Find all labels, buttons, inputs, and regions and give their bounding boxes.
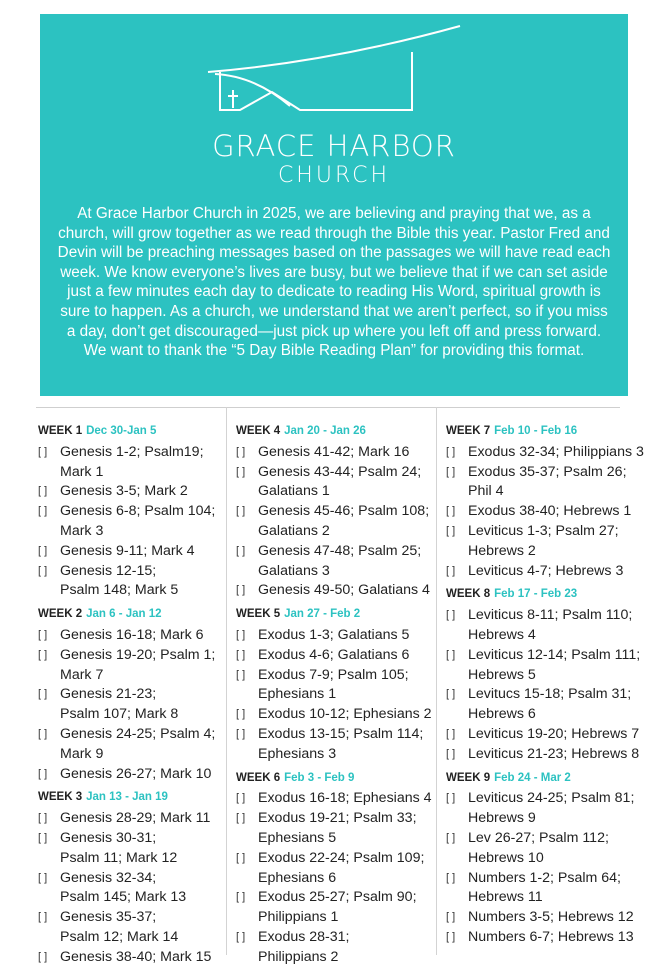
week-heading: WEEK 8 Feb 17 - Feb 23 [446, 588, 578, 601]
checkbox[interactable]: [ ] [38, 871, 48, 884]
checkbox[interactable]: [ ] [38, 485, 48, 498]
reading-item[interactable]: [ ] Exodus 7-9; Psalm 105; Ephesians 1 [236, 666, 409, 703]
checkbox[interactable]: [ ] [236, 584, 246, 597]
reading-item[interactable]: [ ] Exodus 1-3; Galatians 5 [236, 626, 436, 646]
column-divider [436, 407, 437, 955]
checkbox[interactable]: [ ] [446, 831, 456, 844]
checkbox[interactable]: [ ] [236, 812, 246, 825]
reading-column-1 [38, 422, 238, 968]
header-banner [40, 14, 628, 396]
checkbox[interactable]: [ ] [446, 648, 456, 661]
checkbox[interactable]: [ ] [38, 767, 48, 780]
reading-item[interactable]: [ ] Exodus 16-18; Ephesians 4 [236, 789, 436, 809]
reading-item[interactable]: [ ] Exodus 10-12; Ephesians 2 [236, 705, 436, 725]
reading-item[interactable]: [ ] Genesis 19-20; Psalm 1; Mark 7 [38, 646, 216, 683]
checkbox[interactable]: [ ] [236, 465, 246, 478]
checkbox[interactable]: [ ] [38, 831, 48, 844]
reading-item[interactable]: [ ] Genesis 49-50; Galatians 4 [236, 581, 436, 601]
week-heading: WEEK 5 Jan 27 - Feb 2 [236, 608, 361, 621]
checkbox[interactable]: [ ] [38, 505, 48, 518]
reading-item[interactable]: [ ] Numbers 6-7; Hebrews 13 [446, 928, 646, 948]
checkbox[interactable]: [ ] [38, 950, 48, 963]
checkbox[interactable]: [ ] [38, 564, 48, 577]
checkbox[interactable]: [ ] [38, 648, 48, 661]
reading-item[interactable]: [ ] Exodus 38-40; Hebrews 1 [446, 502, 646, 522]
reading-item[interactable]: [ ] Genesis 26-27; Mark 10 [38, 765, 238, 785]
week-heading: WEEK 2 Jan 6 - Jan 12 [38, 608, 162, 621]
week-heading: WEEK 9 Feb 24 - Mar 2 [446, 771, 571, 784]
checkbox[interactable]: [ ] [446, 911, 456, 924]
reading-item[interactable]: [ ] Levitucs 15-18; Psalm 31; Hebrews 6 [446, 686, 632, 723]
reading-item[interactable]: [ ] Exodus 13-15; Psalm 114; Ephesians 3 [236, 725, 424, 762]
reading-item[interactable]: [ ] Genesis 30-31; Psalm 11; Mark 12 [38, 829, 178, 866]
reading-item[interactable]: [ ] Exodus 28-31; Philippians 2 [236, 928, 350, 965]
checkbox[interactable]: [ ] [236, 792, 246, 805]
church-name-subtitle: CHURCH [277, 163, 391, 188]
church-name: GRACE HARBOR [212, 129, 456, 163]
checkbox[interactable]: [ ] [38, 628, 48, 641]
reading-item[interactable]: [ ] Genesis 12-15; Psalm 148; Mark 5 [38, 562, 179, 599]
reading-item[interactable]: [ ] Genesis 38-40; Mark 15 [38, 948, 238, 968]
reading-item[interactable]: [ ] Exodus 32-34; Philippians 3 [446, 443, 646, 463]
checkbox[interactable]: [ ] [446, 564, 456, 577]
checkbox[interactable]: [ ] [236, 930, 246, 943]
reading-item[interactable]: [ ] Genesis 28-29; Mark 11 [38, 809, 238, 829]
reading-item[interactable]: [ ] Genesis 47-48; Psalm 25; Galatians 3 [236, 542, 422, 579]
checkbox[interactable]: [ ] [236, 505, 246, 518]
reading-item[interactable]: [ ] Genesis 32-34; Psalm 145; Mark 13 [38, 869, 187, 906]
reading-item[interactable]: [ ] Exodus 19-21; Psalm 33; Ephesians 5 [236, 810, 417, 846]
checkbox[interactable]: [ ] [446, 445, 456, 458]
checkbox[interactable]: [ ] [446, 505, 456, 518]
reading-item[interactable]: [ ] Genesis 21-23; Psalm 107; Mark 8 [38, 686, 179, 723]
checkbox[interactable]: [ ] [236, 891, 246, 904]
checkbox[interactable]: [ ] [38, 688, 48, 701]
reading-item[interactable]: [ ] Numbers 1-2; Psalm 64; Hebrews 11 [446, 869, 621, 906]
checkbox[interactable]: [ ] [236, 668, 246, 681]
checkbox[interactable]: [ ] [236, 851, 246, 864]
reading-item[interactable]: [ ] Lev 26-27; Psalm 112; Hebrews 10 [446, 829, 609, 866]
checkbox[interactable]: [ ] [236, 648, 246, 661]
reading-item[interactable]: [ ] Genesis 16-18; Mark 6 [38, 626, 238, 646]
checkbox[interactable]: [ ] [446, 930, 456, 943]
reading-item[interactable]: [ ] Genesis 9-11; Mark 4 [38, 542, 238, 562]
checkbox[interactable]: [ ] [446, 727, 456, 740]
reading-item[interactable]: [ ] Genesis 1-2; Psalm19; Mark 1 [38, 443, 204, 480]
reading-item[interactable]: [ ] Genesis 24-25; Psalm 4; Mark 9 [38, 725, 216, 762]
reading-item[interactable]: [ ] Genesis 41-42; Mark 16 [236, 443, 436, 463]
checkbox[interactable]: [ ] [236, 708, 246, 721]
checkbox[interactable]: [ ] [446, 792, 456, 805]
checkbox[interactable]: [ ] [446, 747, 456, 760]
checkbox[interactable]: [ ] [236, 628, 246, 641]
reading-column-2 [236, 422, 436, 968]
checkbox[interactable]: [ ] [38, 911, 48, 924]
reading-item[interactable]: [ ] Leviticus 8-11; Psalm 110; Hebrews 4 [446, 607, 633, 643]
reading-item[interactable]: [ ] Genesis 45-46; Psalm 108; Galatians 2 [236, 503, 430, 539]
reading-item[interactable]: [ ] Exodus 35-37; Psalm 26; Phil 4 [446, 463, 627, 500]
checkbox[interactable]: [ ] [38, 544, 48, 557]
reading-item[interactable]: [ ] Genesis 43-44; Psalm 24; Galatians 1 [236, 463, 422, 500]
week-heading: WEEK 3 Jan 13 - Jan 19 [38, 791, 168, 804]
reading-item[interactable]: [ ] Leviticus 4-7; Hebrews 3 [446, 562, 646, 582]
checkbox[interactable]: [ ] [446, 524, 456, 537]
checkbox[interactable]: [ ] [446, 688, 456, 701]
reading-item[interactable]: [ ] Leviticus 19-20; Hebrews 7 [446, 725, 646, 745]
reading-item[interactable]: [ ] Exodus 22-24; Psalm 109; Ephesians 6 [236, 849, 425, 886]
week-heading: WEEK 1 Dec 30-Jan 5 [38, 425, 157, 437]
checkbox[interactable]: [ ] [236, 445, 246, 458]
reading-item[interactable]: [ ] Exodus 4-6; Galatians 6 [236, 646, 436, 666]
checkbox[interactable]: [ ] [236, 727, 246, 740]
week-heading: WEEK 7 Feb 10 - Feb 16 [446, 425, 578, 437]
week-heading: WEEK 4 Jan 20 - Jan 26 [236, 425, 366, 437]
reading-item[interactable]: [ ] Genesis 6-8; Psalm 104; Mark 3 [38, 503, 216, 539]
week-heading: WEEK 6 Feb 3 - Feb 9 [236, 771, 355, 784]
checkbox[interactable]: [ ] [446, 465, 456, 478]
reading-item[interactable]: [ ] Leviticus 1-3; Psalm 27; Hebrews 2 [446, 522, 619, 559]
intro-paragraph: At Grace Harbor Church in 2025, we are believing and praying that we, as a church, will grow together as we read through the Bible this year. Pastor Fred and Devin will be preaching messages based on the passages we will have read each week. We know everyone’s lives are busy, but we believe that if we can set aside just a few minutes each day to dedicate to reading His Word, spiritual growth is sure to happen. As a church, we understand that we aren’t perfect, so if you miss a day, don’t get discouraged—just pick up where you left off and press forward. We want to thank the “5 Day Bible Reading Plan” for providing this format. [57, 205, 611, 360]
reading-item[interactable]: [ ] Leviticus 21-23; Hebrews 8 [446, 745, 646, 765]
checkbox[interactable]: [ ] [446, 871, 456, 884]
reading-item[interactable]: [ ] Numbers 3-5; Hebrews 12 [446, 908, 646, 928]
reading-item[interactable]: [ ] Leviticus 24-25; Psalm 81; Hebrews 9 [446, 790, 635, 827]
checkbox[interactable]: [ ] [38, 727, 48, 740]
checkbox[interactable]: [ ] [446, 609, 456, 622]
section-divider [36, 407, 620, 408]
checkbox[interactable]: [ ] [38, 445, 48, 458]
checkbox[interactable]: [ ] [236, 544, 246, 557]
reading-item[interactable]: [ ] Genesis 35-37; Psalm 12; Mark 14 [38, 909, 179, 945]
reading-item[interactable]: [ ] Genesis 3-5; Mark 2 [38, 482, 238, 502]
reading-column-3 [446, 422, 646, 948]
checkbox[interactable]: [ ] [38, 812, 48, 825]
reading-item[interactable]: [ ] Leviticus 12-14; Psalm 111; Hebrews 5 [446, 646, 641, 683]
reading-item[interactable]: [ ] Exodus 25-27; Psalm 90; Philippians 1 [236, 889, 417, 926]
